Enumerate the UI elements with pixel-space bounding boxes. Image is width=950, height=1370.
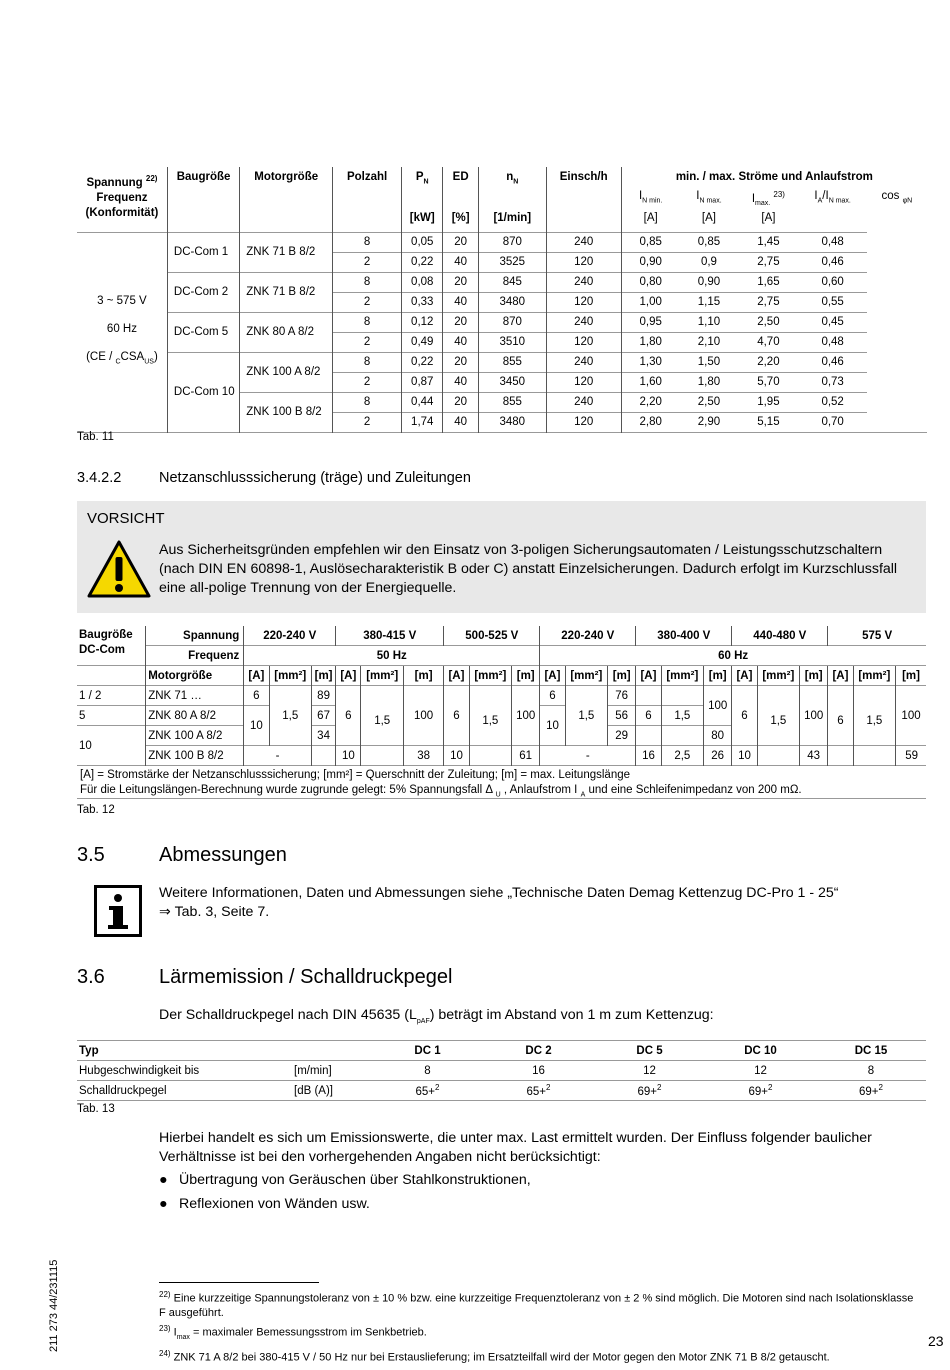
warning-triangle-icon: [86, 539, 152, 599]
unit-a: [A]: [621, 212, 680, 232]
body-paragraph: Hierbei handelt es sich um Emissionswerte, die unter max. Last ermittelt wurden. Der Einfluss folgender baulicher Verhältnisse ist bei den vorhergehenden Angaben nicht berücksichtigt:: [159, 1130, 872, 1165]
table-row: DC-Com 10 ZNK 100 A 8/2 8 0,22 20 855 240 1,30 1,50 2,20 0,46: [77, 352, 927, 372]
header-spannung: Spannung $^{22)}$ Frequenz (Konformität): [85, 174, 159, 219]
table-row: 1 / 2 ZNK 71 … 6 1,5 89 6 1,5 100 6 1,5 100 6 1,5 76 100 6 1,5 100 6 1,5 100: [77, 686, 926, 706]
table-11-caption: Tab. 11: [77, 431, 114, 443]
section-number: 3.4.2.2: [77, 470, 122, 486]
unit-kw: [kW]: [402, 212, 443, 232]
header-pn: $P_N$: [402, 167, 443, 212]
header-nn: $n_N$: [478, 167, 546, 212]
header-einsch: Einsch/h: [546, 167, 621, 212]
header-frequenz: Frequenz: [146, 646, 244, 666]
table-row: 5 ZNK 80 A 8/2 10 67 10 56 6 1,5: [77, 706, 926, 726]
section-number: 3.6: [77, 966, 105, 988]
document-code: 211 273 44/231115: [48, 1259, 60, 1352]
table-row: 2 1,74 40 3480 120 2,80 2,90 5,15 0,70: [77, 412, 927, 432]
table-row: 10 ZNK 100 A 8/2 34 29 80: [77, 726, 926, 746]
list-item: ● Übertragung von Geräuschen über Stahlkonstruktionen,: [159, 1172, 531, 1188]
table-12-caption: Tab. 12: [77, 804, 115, 816]
header-in-min: $I_{N min.}$: [621, 190, 680, 212]
table-12: Baugröße DC-Com Spannung 220-240 V 380-415 V 500-525 V 220-240 V 380-400 V 440-480 V 575 V Frequenz 50 Hz 60 Hz Motorgröße [A] [mm²] [m] [A] [mm²] [m] [A] [mm²] [m] [A] [mm²] [m] [A] [mm²] [m] [A] [mm²] [m] [A] [mm²] [m] 1 / 2 ZNK 71 … 6 1,5 89 6 1,5 100 6 1,5 100 6 1,5 76 100 6 1,5 100 6 1,5 100 5 ZNK 80 A 8/2 10 67 10 56 6 1,5 10 ZNK 100 A 8/2 34 29 80 ZNK 100 B 8/2 - 10 38 10 61 - 16 2,5 26 10 43 59: [77, 626, 926, 766]
footnotes: [159, 1288, 919, 1364]
table-row: Schalldruckpegel [dB (A)] 65+$^2$ 65+$^2$ 69+$^2$ 69+$^2$ 69+$^2$: [77, 1081, 926, 1101]
section-35-text: Weitere Informationen, Daten und Abmessungen siehe „Technische Daten Demag Kettenzug DC-Pro 1 - 25“ ⇒ Tab. 3, Seite 7.: [159, 885, 839, 920]
table-11: [77, 167, 927, 433]
footnote-23: $^{23)}$ $I_{max}$ = maximaler Bemessungsstrom im Senkbetrieb.: [159, 1323, 427, 1341]
header-imax: $I_{max.}$ $^{23)}$: [751, 190, 785, 208]
unit-a: [A]: [701, 212, 716, 224]
table-13-caption: Tab. 13: [77, 1103, 115, 1115]
table-row: 2 0,49 40 3510 120 1,80 2,10 4,70 0,48: [77, 332, 927, 352]
header-baugroesse: Baugröße: [167, 167, 239, 232]
info-icon: [94, 885, 142, 937]
section-title: Netzanschlusssicherung (träge) und Zuleitungen: [159, 470, 471, 486]
header-motorgroesse: Motorgröße: [240, 167, 333, 212]
header-baugroesse: Baugröße DC-Com: [79, 629, 133, 656]
table-row: ZNK 100 B 8/2 8 0,44 20 855 240 2,20 2,50 1,95 0,52: [77, 392, 927, 412]
warning-text: Aus Sicherheitsgründen empfehlen wir den Einsatz von 3-poligen Sicherungsautomaten / Leistungsschutzschaltern (nach DIN EN 60898-1, Auslösecharakteristik B oder C) anstatt Einzelsicherungen. Dadurch erfolgt im Kurzschlussfall eine all-polige Trennung von der Energiequelle.: [159, 542, 898, 596]
header-in-max: $I_{N max.}$: [696, 190, 722, 205]
table-row: 2 0,33 40 3480 120 1,00 1,15 2,75 0,55: [77, 292, 927, 312]
unit-a: [A]: [761, 212, 776, 224]
header-polzahl: Polzahl: [333, 167, 402, 212]
unit-rpm: [1/min]: [478, 212, 546, 232]
warning-box: [77, 501, 926, 613]
section-number: 3.5: [77, 844, 105, 866]
list-item: ● Reflexionen von Wänden usw.: [159, 1196, 370, 1212]
header-spannung: Spannung: [146, 626, 244, 646]
footnote-22: $^{22)}$ Eine kurzzeitige Spannungstoleranz von ± 10 % bzw. eine kurzzeitige Frequenztoleranz von ± 2 % sind möglich. Die Motoren sind nach Isolationsklasse F ausgeführt.: [159, 1290, 914, 1319]
table-12-notes: [A] = Stromstärke der Netzanschlusssicherung; [mm²] = Querschnitt der Zuleitung; [m] = max. Leitungslänge Für die Leitungslängen-Berechnung wurde zugrunde gelegt: 5% Spannungsfall Δ $_U$ , Anlaufstrom I $_A$ und eine Schleifenimpedanz von 200 mΩ.: [80, 769, 802, 799]
page-number: 23: [928, 1333, 944, 1349]
footnote-24: $^{24)}$ ZNK 71 A 8/2 bei 380-415 V / 50 Hz nur bei Erstauslieferung; im Ersatzteilfall wird der Motor gegen den Motor ZNK 71 B 8/2 getauscht.: [159, 1348, 830, 1364]
section-36-intro: Der Schalldruckpegel nach DIN 45635 $(L_{pAF})$ beträgt im Abstand von 1 m zum Kettenzug:: [159, 1007, 714, 1025]
header-stroeme: min. / max. Ströme und Anlaufstrom: [621, 167, 927, 190]
table-row: 2 0,87 40 3450 120 1,60 1,80 5,70 0,73: [77, 372, 927, 392]
table-row: 2 0,22 40 3525 120 0,90 0,9 2,75 0,46: [77, 252, 927, 272]
header-cos: cos $_{\varphi N}$: [881, 190, 913, 205]
table-row: 3 ~ 575 V 60 Hz $(CE / _CCSA_{US})$ DC-Com 1 ZNK 71 B 8/2 8 0,05 20 870 240 0,85 0,85 1,45 0,48: [77, 232, 927, 252]
header-ia: $I_A/I_{N max.}$: [814, 190, 851, 205]
section-title: Abmessungen: [159, 844, 287, 866]
table-row: DC-Com 5 ZNK 80 A 8/2 8 0,12 20 870 240 0,95 1,10 2,50 0,45: [77, 312, 927, 332]
voltage-cell: 3 ~ 575 V 60 Hz $(CE / _CCSA_{US})$: [77, 232, 167, 432]
footnote-divider: [159, 1282, 319, 1283]
table-row: Hubgeschwindigkeit bis [m/min] 8 16 12 12 8: [77, 1061, 926, 1081]
unit-pct: [%]: [443, 212, 478, 232]
table-row: ZNK 100 B 8/2 - 10 38 10 61 - 16 2,5 26 10 43 59: [77, 746, 926, 766]
section-title: Lärmemission / Schalldruckpegel: [159, 966, 453, 988]
header-ed: ED: [443, 167, 478, 212]
table-row: DC-Com 2 ZNK 71 B 8/2 8 0,08 20 845 240 0,80 0,90 1,65 0,60: [77, 272, 927, 292]
table-13: Typ DC 1 DC 2 DC 5 DC 10 DC 15 Hubgeschwindigkeit bis [m/min] 8 16 12 12 8 Schalldruckpegel [dB (A)] 65+$^2$ 65+$^2$ 69+$^2$ 69+$^2$ 69+$^2$: [77, 1040, 926, 1101]
warning-title: VORSICHT: [87, 510, 165, 527]
